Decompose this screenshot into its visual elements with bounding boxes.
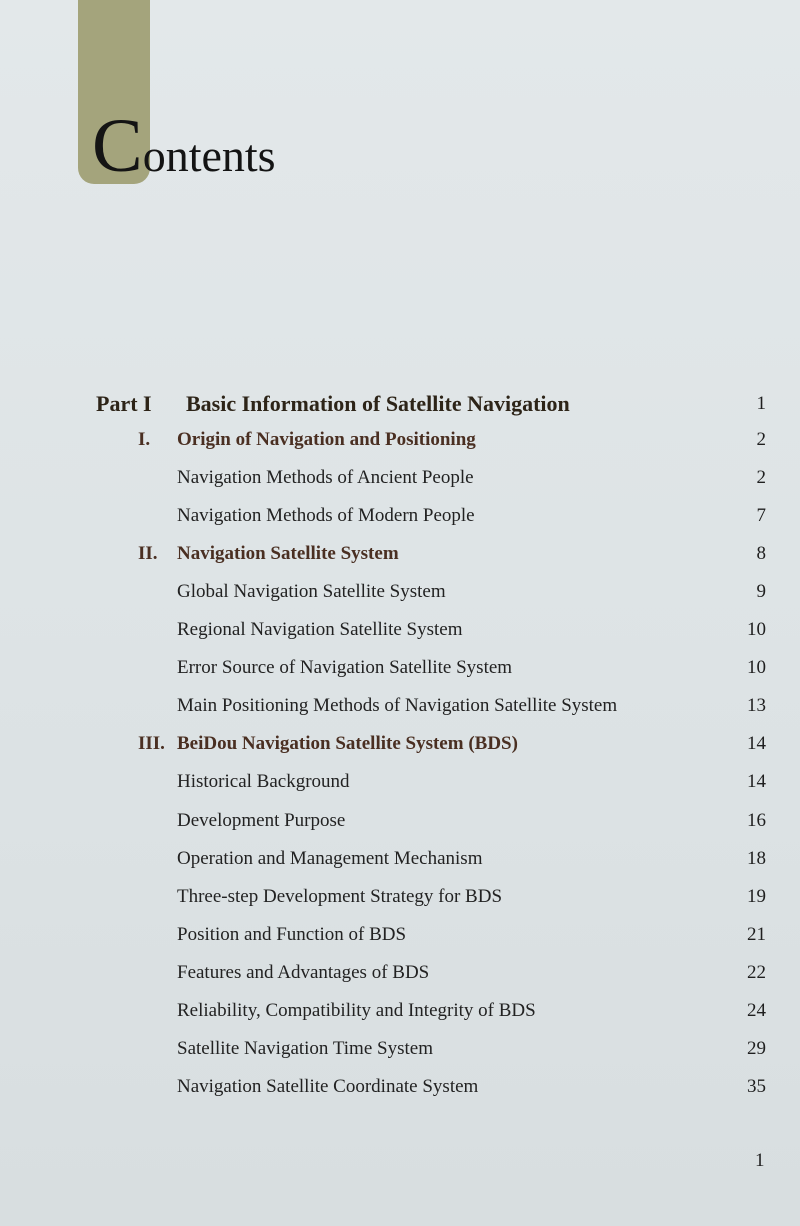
toc-page: 7	[756, 505, 766, 526]
toc-page: 14	[747, 771, 766, 792]
toc-title: Error Source of Navigation Satellite System	[177, 657, 513, 678]
toc-label: III.	[138, 733, 165, 754]
toc-page: 21	[747, 924, 766, 945]
toc-page: 14	[747, 733, 766, 754]
toc-section-entry[interactable]	[0, 615, 800, 645]
toc-page: 22	[747, 962, 766, 983]
toc-chapter-entry[interactable]	[0, 729, 800, 759]
toc-page: 24	[747, 1000, 766, 1021]
toc-title: Regional Navigation Satellite System	[177, 619, 463, 640]
toc-title: Three-step Development Strategy for BDS	[177, 886, 503, 907]
page-title: Contents	[92, 104, 276, 188]
toc-title: Origin of Navigation and Positioning	[177, 429, 476, 450]
toc-section-entry[interactable]	[0, 1072, 800, 1102]
toc-page: 9	[756, 581, 766, 602]
toc-section-entry[interactable]	[0, 882, 800, 912]
toc-section-entry[interactable]	[0, 767, 800, 797]
toc-page: 13	[747, 695, 766, 716]
toc-section-entry[interactable]	[0, 1034, 800, 1064]
toc-section-entry[interactable]	[0, 806, 800, 836]
toc-title: Operation and Management Mechanism	[177, 848, 483, 869]
toc-section-entry[interactable]	[0, 577, 800, 607]
toc-title: Development Purpose	[177, 810, 346, 831]
toc-page: 8	[756, 543, 766, 564]
toc-section-entry[interactable]	[0, 501, 800, 531]
toc-chapter-entry[interactable]	[0, 539, 800, 569]
toc-page: 19	[747, 886, 766, 907]
toc-page: 10	[747, 657, 766, 678]
toc-section-entry[interactable]	[0, 958, 800, 988]
page-number: 1	[755, 1150, 765, 1171]
toc-section-entry[interactable]	[0, 996, 800, 1026]
toc-label: I.	[138, 429, 151, 450]
toc-title: Position and Function of BDS	[177, 924, 407, 945]
toc-title: Main Positioning Methods of Navigation Satellite System	[177, 695, 618, 716]
toc-part-entry[interactable]	[0, 389, 800, 419]
toc-section-entry[interactable]	[0, 463, 800, 493]
toc-section-entry[interactable]	[0, 653, 800, 683]
toc-title: Reliability, Compatibility and Integrity of BDS	[177, 1000, 536, 1021]
toc-title: Navigation Satellite System	[177, 543, 399, 564]
toc-title: Navigation Methods of Ancient People	[177, 467, 474, 488]
toc-section-entry[interactable]	[0, 844, 800, 874]
toc-page: 10	[747, 619, 766, 640]
toc-title: Global Navigation Satellite System	[177, 581, 446, 602]
toc-page: 16	[747, 810, 766, 831]
toc-section-entry[interactable]	[0, 920, 800, 950]
toc-title: BeiDou Navigation Satellite System (BDS)	[177, 733, 518, 754]
toc-title: Navigation Methods of Modern People	[177, 505, 475, 526]
toc-title: Historical Background	[177, 771, 350, 792]
toc-page: 18	[747, 848, 766, 869]
toc-label: Part I	[96, 391, 152, 416]
toc-title: Satellite Navigation Time System	[177, 1038, 433, 1059]
toc-title: Features and Advantages of BDS	[177, 962, 430, 983]
toc-chapter-entry[interactable]	[0, 425, 800, 455]
toc-page: 29	[747, 1038, 766, 1059]
toc-label: II.	[138, 543, 158, 564]
toc-page: 2	[756, 429, 766, 450]
toc-title: Navigation Satellite Coordinate System	[177, 1076, 479, 1097]
toc-section-entry[interactable]	[0, 691, 800, 721]
toc-page: 1	[756, 393, 766, 414]
toc-page: 35	[747, 1076, 766, 1097]
toc-page: 2	[756, 467, 766, 488]
toc-title: Basic Information of Satellite Navigation	[186, 391, 570, 416]
